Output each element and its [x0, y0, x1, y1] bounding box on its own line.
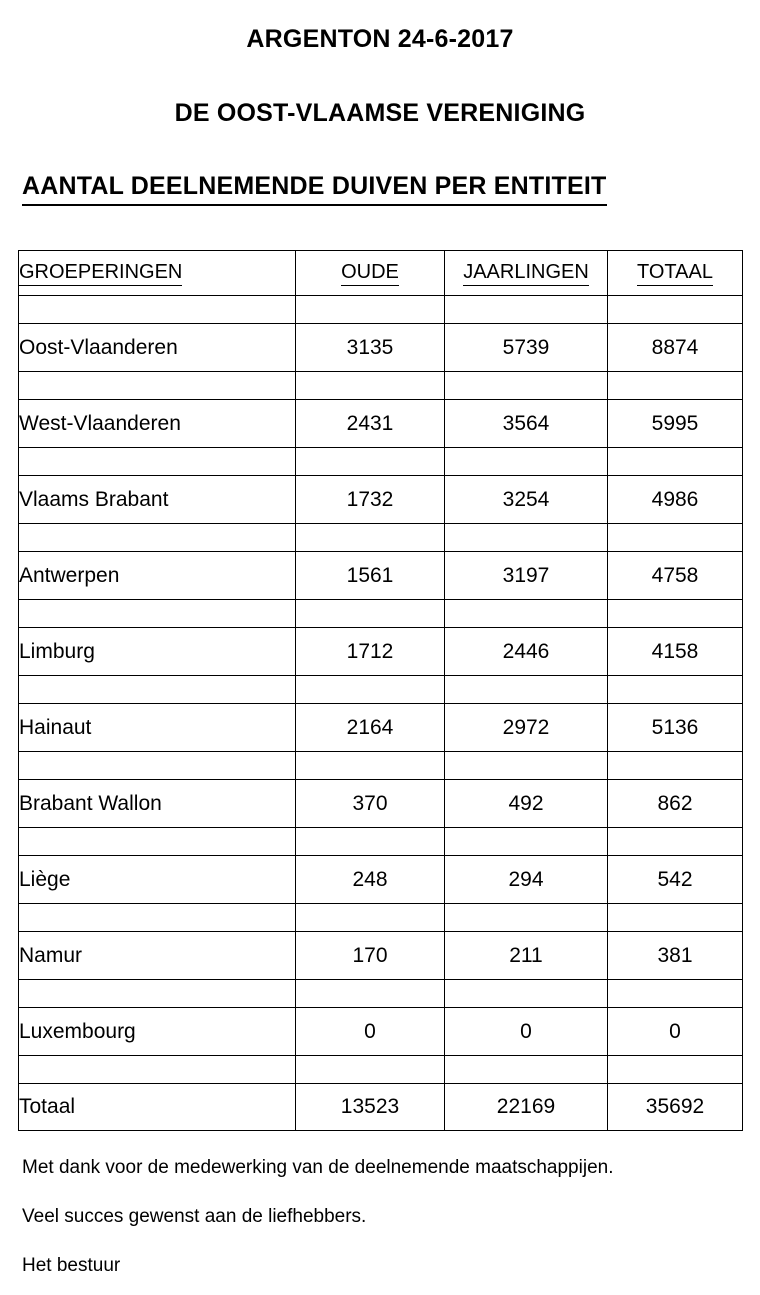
cell-groepering: West-Vlaanderen	[19, 400, 296, 448]
spacer-cell	[19, 372, 296, 400]
cell-totaal: 542	[608, 856, 743, 904]
note-thanks: Met dank voor de medewerking van de deelnemende maatschappijen.	[22, 1157, 614, 1178]
column-header-jaarlingen: JAARLINGEN	[445, 251, 608, 296]
spacer-cell	[296, 1056, 445, 1084]
spacer-cell	[608, 980, 743, 1008]
spacer-cell	[296, 980, 445, 1008]
spacer-cell	[19, 828, 296, 856]
table-spacer-row	[19, 904, 743, 932]
cell-groepering: Antwerpen	[19, 552, 296, 600]
spacer-cell	[445, 676, 608, 704]
table-spacer-row	[19, 372, 743, 400]
spacer-cell	[296, 600, 445, 628]
spacer-cell	[608, 524, 743, 552]
cell-jaarlingen: 294	[445, 856, 608, 904]
cell-total-oude: 13523	[296, 1084, 445, 1131]
cell-totaal: 4758	[608, 552, 743, 600]
spacer-cell	[19, 524, 296, 552]
cell-oude: 248	[296, 856, 445, 904]
table-spacer-row	[19, 600, 743, 628]
table-spacer-row	[19, 828, 743, 856]
spacer-cell	[296, 828, 445, 856]
spacer-cell	[445, 524, 608, 552]
spacer-cell	[296, 296, 445, 324]
spacer-cell	[445, 600, 608, 628]
spacer-cell	[608, 296, 743, 324]
spacer-cell	[445, 448, 608, 476]
spacer-cell	[608, 1056, 743, 1084]
cell-groepering: Liège	[19, 856, 296, 904]
cell-oude: 1561	[296, 552, 445, 600]
spacer-cell	[445, 1056, 608, 1084]
cell-jaarlingen: 492	[445, 780, 608, 828]
spacer-cell	[608, 904, 743, 932]
spacer-cell	[19, 448, 296, 476]
spacer-cell	[445, 828, 608, 856]
spacer-cell	[608, 600, 743, 628]
table-spacer-row	[19, 1056, 743, 1084]
spacer-cell	[445, 752, 608, 780]
cell-groepering: Luxembourg	[19, 1008, 296, 1056]
cell-totaal: 4158	[608, 628, 743, 676]
spacer-cell	[296, 752, 445, 780]
table-row	[19, 324, 743, 372]
spacer-cell	[296, 676, 445, 704]
table-row	[19, 476, 743, 524]
spacer-cell	[608, 676, 743, 704]
spacer-cell	[296, 904, 445, 932]
spacer-cell	[19, 980, 296, 1008]
cell-groepering: Namur	[19, 932, 296, 980]
cell-jaarlingen: 3197	[445, 552, 608, 600]
table-spacer-row	[19, 448, 743, 476]
spacer-cell	[19, 600, 296, 628]
table-header	[19, 251, 743, 296]
cell-groepering: Hainaut	[19, 704, 296, 752]
page-title-club: DE OOST-VLAAMSE VERENIGING	[174, 99, 586, 127]
column-header-totaal: TOTAAL	[608, 251, 743, 296]
cell-totaal: 862	[608, 780, 743, 828]
page-title-section: AANTAL DEELNEMENDE DUIVEN PER ENTITEIT	[22, 172, 607, 206]
cell-totaal: 0	[608, 1008, 743, 1056]
table-row	[19, 780, 743, 828]
cell-jaarlingen: 2972	[445, 704, 608, 752]
cell-groepering: Oost-Vlaanderen	[19, 324, 296, 372]
table-spacer-row	[19, 980, 743, 1008]
cell-totaal: 8874	[608, 324, 743, 372]
document-page	[0, 25, 760, 1295]
table-row	[19, 1008, 743, 1056]
spacer-cell	[296, 372, 445, 400]
spacer-cell	[19, 752, 296, 780]
table-spacer-row	[19, 296, 743, 324]
note-good-luck: Veel succes gewenst aan de liefhebbers.	[22, 1205, 367, 1227]
cell-oude: 170	[296, 932, 445, 980]
cell-oude: 1732	[296, 476, 445, 524]
spacer-cell	[608, 752, 743, 780]
column-header-oude: OUDE	[296, 251, 445, 296]
cell-total-totaal: 35692	[608, 1084, 743, 1131]
footer-notes	[22, 1157, 760, 1277]
spacer-cell	[445, 980, 608, 1008]
cell-oude: 1712	[296, 628, 445, 676]
cell-total-jaarlingen: 22169	[445, 1084, 608, 1131]
note-signature: Het bestuur	[22, 1254, 121, 1276]
table-row	[19, 552, 743, 600]
cell-jaarlingen: 2446	[445, 628, 608, 676]
cell-jaarlingen: 211	[445, 932, 608, 980]
table-row	[19, 400, 743, 448]
spacer-cell	[296, 524, 445, 552]
spacer-cell	[445, 904, 608, 932]
pigeon-count-table-wrapper	[18, 250, 742, 1131]
cell-jaarlingen: 3564	[445, 400, 608, 448]
cell-jaarlingen: 5739	[445, 324, 608, 372]
table-header-row	[19, 251, 743, 296]
cell-groepering: Vlaams Brabant	[19, 476, 296, 524]
cell-totaal: 5995	[608, 400, 743, 448]
cell-oude: 0	[296, 1008, 445, 1056]
table-total-row	[19, 1084, 743, 1131]
cell-groepering: Brabant Wallon	[19, 780, 296, 828]
table-body	[19, 296, 743, 1131]
spacer-cell	[445, 296, 608, 324]
table-row	[19, 932, 743, 980]
table-row	[19, 704, 743, 752]
spacer-cell	[608, 372, 743, 400]
cell-totaal: 381	[608, 932, 743, 980]
page-title-main: ARGENTON 24-6-2017	[246, 25, 514, 53]
table-spacer-row	[19, 752, 743, 780]
spacer-cell	[19, 1056, 296, 1084]
cell-oude: 2164	[296, 704, 445, 752]
pigeon-count-table	[18, 250, 743, 1131]
cell-groepering: Limburg	[19, 628, 296, 676]
cell-oude: 370	[296, 780, 445, 828]
spacer-cell	[445, 372, 608, 400]
table-row	[19, 856, 743, 904]
column-header-groeperingen: GROEPERINGEN	[19, 251, 296, 296]
spacer-cell	[608, 448, 743, 476]
cell-jaarlingen: 0	[445, 1008, 608, 1056]
cell-totaal: 5136	[608, 704, 743, 752]
spacer-cell	[19, 296, 296, 324]
cell-oude: 3135	[296, 324, 445, 372]
cell-total-label: Totaal	[19, 1084, 296, 1131]
spacer-cell	[19, 676, 296, 704]
cell-totaal: 4986	[608, 476, 743, 524]
spacer-cell	[19, 904, 296, 932]
cell-oude: 2431	[296, 400, 445, 448]
table-row	[19, 628, 743, 676]
spacer-cell	[608, 828, 743, 856]
cell-jaarlingen: 3254	[445, 476, 608, 524]
table-spacer-row	[19, 676, 743, 704]
table-spacer-row	[19, 524, 743, 552]
spacer-cell	[296, 448, 445, 476]
